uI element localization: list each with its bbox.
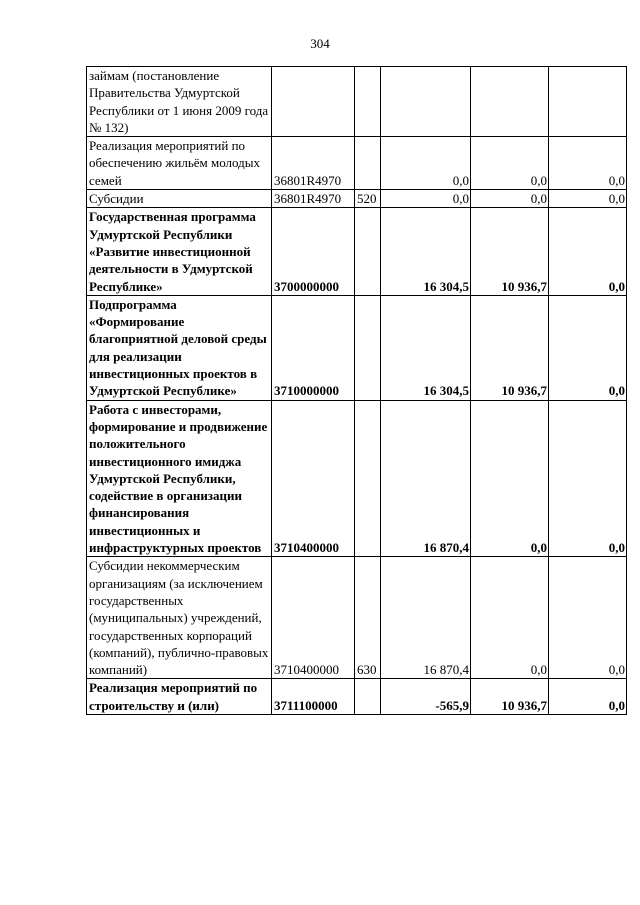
row-kvr-cell xyxy=(355,137,381,190)
table-row xyxy=(87,557,627,679)
row-value2-cell: 10 936,7 xyxy=(471,679,549,715)
budget-table xyxy=(86,66,627,715)
page-number: 304 xyxy=(310,36,330,51)
row-code-cell: 36801R4970 xyxy=(272,137,355,190)
row-value2-cell: 10 936,7 xyxy=(471,208,549,295)
row-name-cell: Работа с инвесторами, формирование и продвижение положительного инвестиционного имиджа Удмуртской Республики, содействие в организации финансирования инвестиционных и инфраструктурных проектов xyxy=(87,400,272,557)
row-kvr-cell xyxy=(355,208,381,295)
row-code-cell: 3710400000 xyxy=(272,400,355,557)
row-name-cell: займам (постановление Правительства Удмуртской Республики от 1 июня 2009 года № 132) xyxy=(87,67,272,137)
row-value1-cell: -565,9 xyxy=(381,679,471,715)
table-row xyxy=(87,190,627,208)
row-value3-cell xyxy=(549,67,627,137)
row-value1-cell: 16 870,4 xyxy=(381,400,471,557)
row-kvr-cell xyxy=(355,400,381,557)
row-value1-cell: 16 870,4 xyxy=(381,557,471,679)
row-value3-cell: 0,0 xyxy=(549,557,627,679)
row-name-cell: Субсидии некоммерческим организациям (за исключением государственных (муниципальных) учреждений, государственных корпораций (компаний), публично-правовых компаний) xyxy=(87,557,272,679)
row-value2-cell: 10 936,7 xyxy=(471,295,549,400)
row-name-cell: Реализация мероприятий по строительству и (или) xyxy=(87,679,272,715)
row-value3-cell: 0,0 xyxy=(549,295,627,400)
row-name-cell: Субсидии xyxy=(87,190,272,208)
row-value1-cell xyxy=(381,67,471,137)
row-value1-cell: 0,0 xyxy=(381,190,471,208)
row-value1-cell: 16 304,5 xyxy=(381,295,471,400)
table-row xyxy=(87,208,627,295)
budget-table-body xyxy=(87,67,627,715)
row-value2-cell: 0,0 xyxy=(471,400,549,557)
row-name-cell: Реализация мероприятий по обеспечению жильём молодых семей xyxy=(87,137,272,190)
row-name-cell: Подпрограмма «Формирование благоприятной деловой среды для реализации инвестиционных проектов в Удмуртской Республике» xyxy=(87,295,272,400)
row-code-cell: 3700000000 xyxy=(272,208,355,295)
row-value2-cell xyxy=(471,67,549,137)
row-kvr-cell xyxy=(355,295,381,400)
row-kvr-cell: 520 xyxy=(355,190,381,208)
row-kvr-cell xyxy=(355,679,381,715)
row-code-cell: 3711100000 xyxy=(272,679,355,715)
row-code-cell xyxy=(272,67,355,137)
row-code-cell: 3710400000 xyxy=(272,557,355,679)
row-value3-cell: 0,0 xyxy=(549,208,627,295)
table-row xyxy=(87,679,627,715)
row-value3-cell: 0,0 xyxy=(549,400,627,557)
row-name-cell: Государственная программа Удмуртской Республики «Развитие инвестиционной деятельности в Удмуртской Республике» xyxy=(87,208,272,295)
row-kvr-cell: 630 xyxy=(355,557,381,679)
row-value3-cell: 0,0 xyxy=(549,137,627,190)
row-value1-cell: 16 304,5 xyxy=(381,208,471,295)
table-row xyxy=(87,295,627,400)
row-value1-cell: 0,0 xyxy=(381,137,471,190)
table-row xyxy=(87,400,627,557)
row-value2-cell: 0,0 xyxy=(471,137,549,190)
row-kvr-cell xyxy=(355,67,381,137)
row-value2-cell: 0,0 xyxy=(471,557,549,679)
row-value3-cell: 0,0 xyxy=(549,679,627,715)
row-value3-cell: 0,0 xyxy=(549,190,627,208)
row-code-cell: 3710000000 xyxy=(272,295,355,400)
row-value2-cell: 0,0 xyxy=(471,190,549,208)
table-row xyxy=(87,67,627,137)
table-row xyxy=(87,137,627,190)
row-code-cell: 36801R4970 xyxy=(272,190,355,208)
